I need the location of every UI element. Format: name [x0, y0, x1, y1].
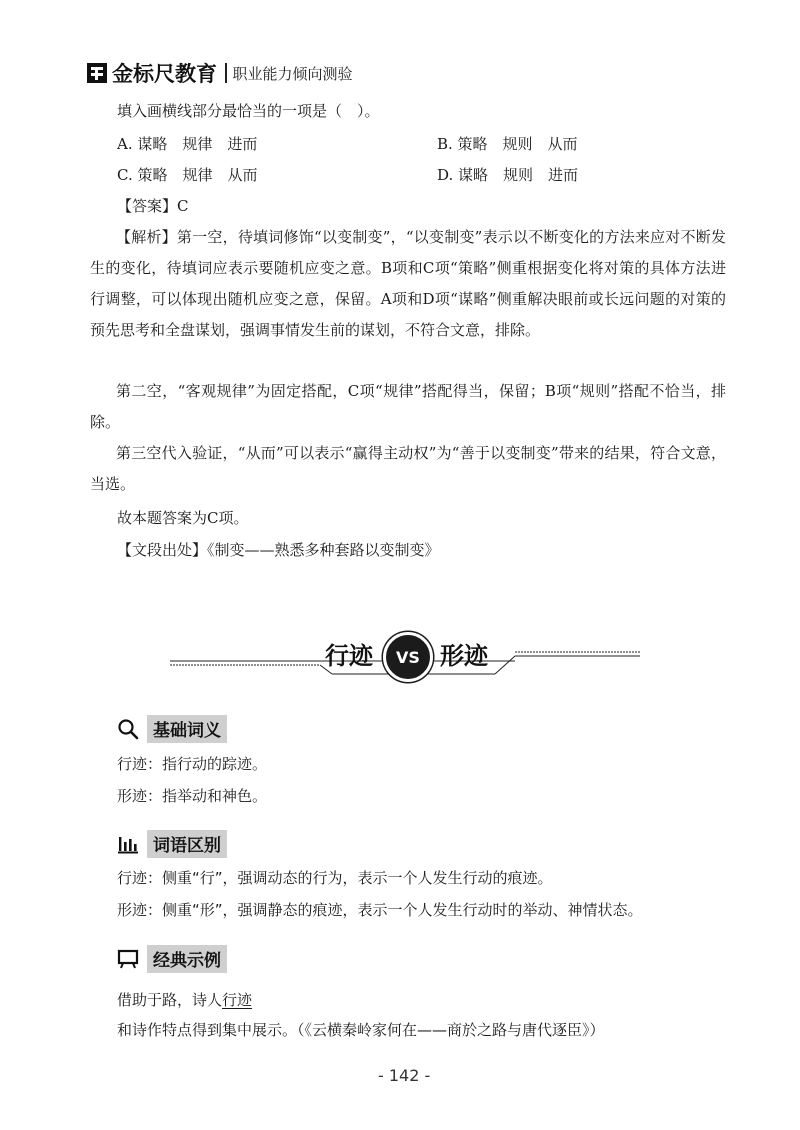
analysis-paragraph-2: 第二空，“客观规律”为固定搭配，C项“规律”搭配得当，保留；B项“规则”搭配不恰当，排除。: [90, 382, 726, 431]
header-divider: [225, 63, 227, 83]
analysis-paragraph-1: 【解析】第一空，待填词修饰“以变制变”，“以变制变”表示以不断变化的方法来应对不断发生的变化，待填词应表示要随机应变之意。B项和C项“策略”侧重根据变化将对策的具体方法进行调整，可以体现出随机应变之意，保留。A项和D项“谋略”侧重解决眼前或长远问题的对策的预先思考和全盘谋划，强调事情发生前的谋划，不符合文意，排除。: [90, 228, 726, 339]
example-highlight: 行迹: [222, 991, 253, 1009]
vs-badge: VS: [383, 632, 433, 682]
analysis-paragraph-3: 第三空代入验证，“从而”可以表示“赢得主动权”为“善于以变制变”带来的结果，符合文意，当选。: [90, 444, 726, 493]
header-subtitle: 职业能力倾向测验: [232, 64, 353, 83]
option-d: D. 谋略 规则 进而: [437, 166, 579, 184]
section-title-diff: 词语区别: [147, 830, 227, 858]
diff-line-1: 行迹：侧重“行”，强调动态的行为，表示一个人发生行动的痕迹。: [117, 869, 553, 887]
search-icon: [117, 718, 139, 740]
option-a: A. 谋略 规律 进而: [117, 135, 258, 153]
option-b: B. 策略 规则 从而: [437, 135, 578, 153]
question-stem: 填入画横线部分最恰当的一项是（ ）。: [117, 102, 380, 120]
bar-chart-icon: [117, 833, 139, 855]
source-citation: 【文段出处】《制变——熟悉多种套路以变制变》: [117, 541, 440, 559]
presentation-board-icon: [117, 948, 139, 970]
banner-right-word: 形迹: [440, 642, 488, 670]
conclusion: 故本题答案为C项。: [117, 509, 249, 527]
basic-line-2: 形迹：指举动和神色。: [117, 787, 268, 805]
brand-name: 金标尺教育: [112, 62, 217, 86]
page-number: - 142 -: [378, 1066, 431, 1085]
section-title-example: 经典示例: [147, 945, 227, 973]
example-post: 和诗作特点得到集中展示。（《云横秦岭家何在——商於之路与唐代逐臣》）: [117, 1021, 605, 1039]
section-header-diff: [117, 830, 227, 858]
logo-icon: [86, 60, 108, 86]
page-header: [86, 56, 353, 90]
section-title-basic: 基础词义: [147, 715, 227, 743]
banner-left-word: 行迹: [325, 642, 373, 670]
diff-line-2: 形迹：侧重“形”，强调静态的痕迹，表示一个人发生行动时的举动、神情状态。: [117, 901, 643, 919]
section-header-basic: [117, 715, 227, 743]
answer: 【答案】C: [117, 197, 189, 215]
basic-line-1: 行迹：指行动的踪迹。: [117, 755, 268, 773]
section-header-example: [117, 945, 227, 973]
example-pre: 借助于路，诗人: [117, 991, 223, 1009]
option-c: C. 策略 规律 从而: [117, 166, 258, 184]
example-sentence: [117, 985, 737, 1045]
